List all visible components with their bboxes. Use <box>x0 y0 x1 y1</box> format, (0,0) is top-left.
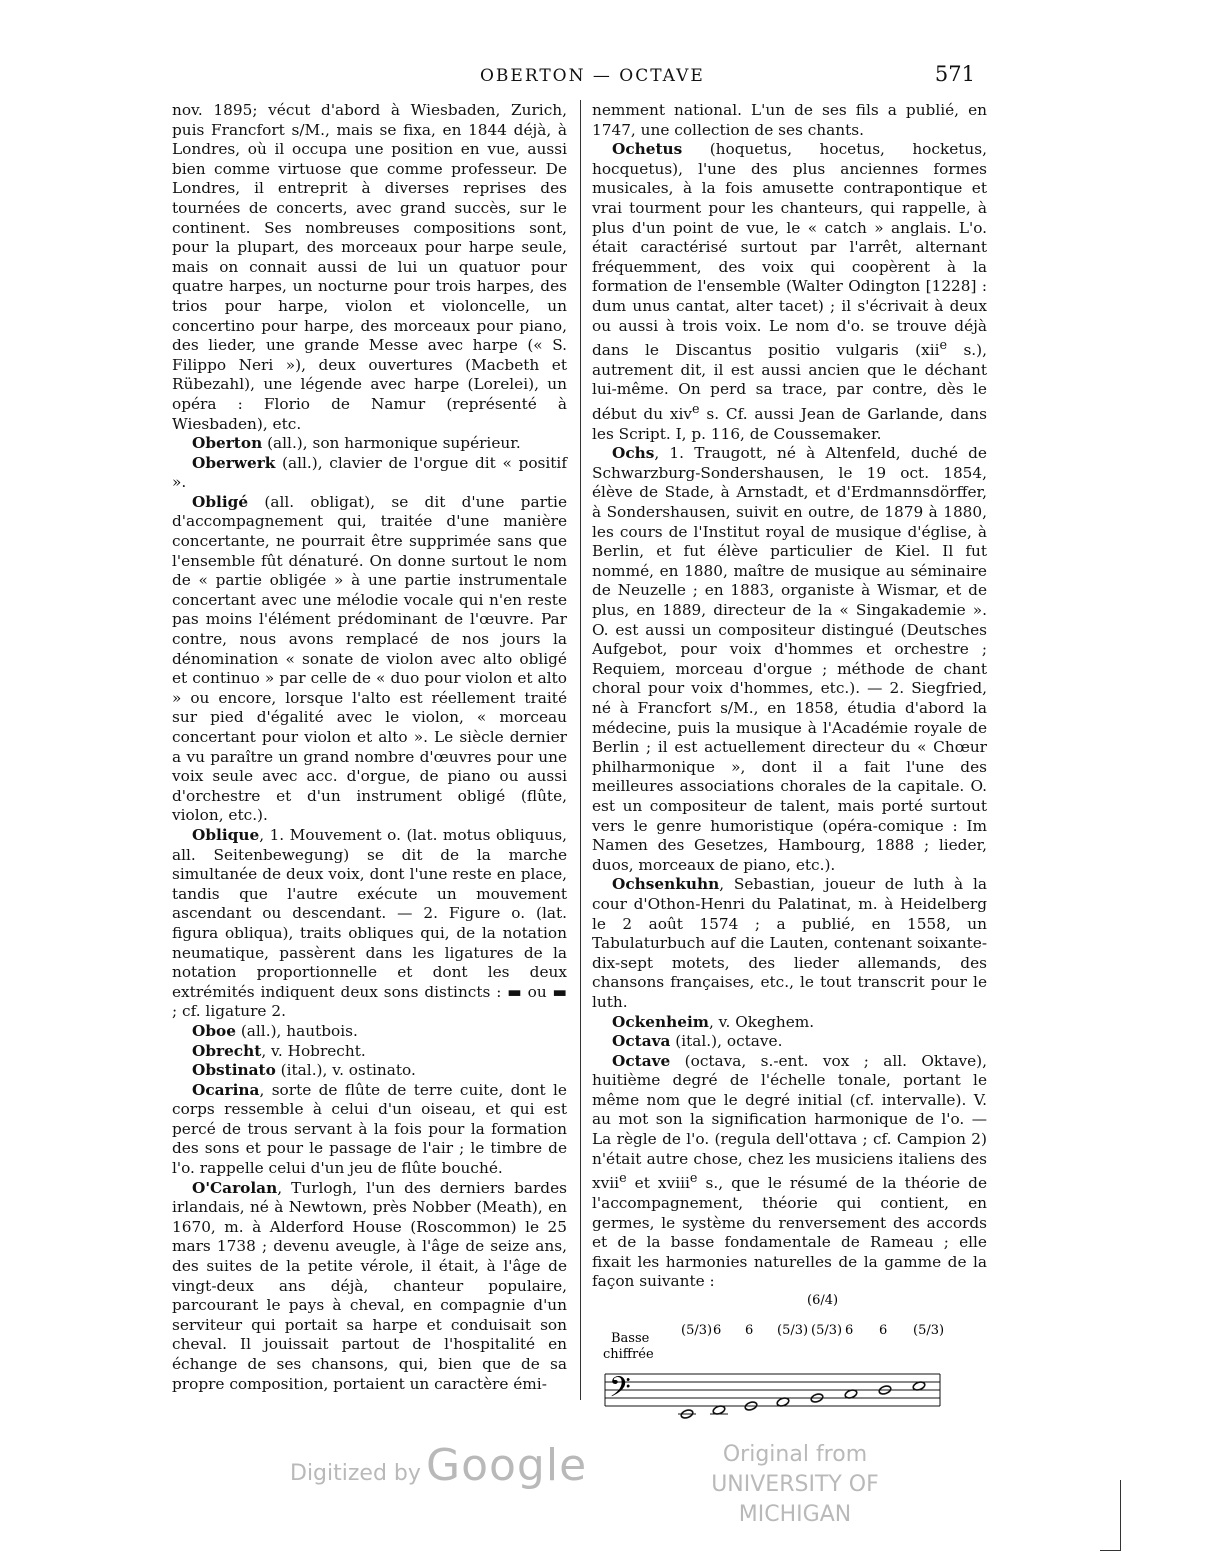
entry <box>592 875 987 1012</box>
university-text: UNIVERSITY OF MICHIGAN <box>711 1472 879 1527</box>
figure-3: 6 <box>745 1323 754 1338</box>
entry-text: , v. Okeghem. <box>708 1012 815 1031</box>
entry <box>172 1022 567 1042</box>
column-divider <box>580 100 581 1400</box>
figure-1: (5/3) <box>681 1323 713 1338</box>
entry <box>172 1061 567 1081</box>
digitized-by-google <box>290 1440 587 1491</box>
entry-headword: Oboe <box>192 1021 236 1040</box>
music-label-chiffree: chiffrée <box>603 1347 654 1362</box>
entry-text: (ital.), v. ostinato. <box>275 1061 416 1080</box>
scan-corner-mark <box>1100 1480 1121 1551</box>
entry <box>172 1042 567 1062</box>
entry <box>592 101 987 140</box>
figure-top: (6/4) <box>807 1293 839 1308</box>
entry-text: nemment national. L'un de ses fils a publié, en 1747, une collection de ses chants. <box>592 101 987 139</box>
figure-7: 6 <box>879 1323 888 1338</box>
entry-text: , 1. Mouvement o. (lat. motus obliquus, all. Seitenbewegung) se dit de la marche simultanée de deux voix, dont l'une reste en place, tandis que l'autre exécute un mouvement ascendant ou descendant. — 2. Figure o. (lat. figura obliqua), traits obliques qui, de la notation neumatique, passèrent dans les ligatures de la notation proportionnelle et dont les deux extrémités indiquent deux sons distincts : ▬ ou ▬ ; cf. ligature 2. <box>172 825 567 1021</box>
entry-text: (hoquetus, hocetus, hocketus, hocquetus), l'une des plus anciennes formes musicales, à la fois amusette contrapontique et vrai tourment pour les chanteurs, qui rappelle, à plus d'un point de vue, le « catch » anglais. L'o. était caractérisé surtout par l'arrêt, alternant fréquemment, des voix qui coopèrent à la formation de l'ensemble (Walter Odington [1228] : dum unus cantat, alter tacet) ; il s'écrivait à deux ou aussi à trois voix. Le nom d'o. se trouve déjà dans le Discantus positio vulgaris (xii$^e$ s.), autrement dit, il est aussi ancien que le déchant lui-même. On perd sa trace, par contre, dès le début du xiv$^e$ s. Cf. aussi Jean de Garlande, dans les Script. I, p. 116, de Coussemaker. <box>592 140 987 443</box>
digitized-by-text: Digitized by <box>290 1461 421 1486</box>
figures-row <box>681 1323 944 1338</box>
entry <box>592 140 987 444</box>
entry-text: (all.), son harmonique supérieur. <box>262 434 521 453</box>
entry <box>172 1081 567 1179</box>
entry-headword: Ochs <box>612 444 655 463</box>
figure-5: (5/3) <box>811 1323 843 1338</box>
entry-text: (all.), hautbois. <box>235 1021 358 1040</box>
left-column <box>172 101 567 1394</box>
entry <box>172 1179 567 1395</box>
entry <box>592 1052 987 1292</box>
notes <box>678 1381 926 1420</box>
entry-headword: Obligé <box>192 492 249 511</box>
entry-text: , 1. Traugott, né à Altenfeld, duché de Schwarzburg-Sondershausen, le 19 oct. 1854, élève de Stade, à Arnstadt, et d'Erdmannsdörffer, à Sondershausen, suivit en outre, de 1879 à 1880, les cours de l'Institut royal de musique d'église, à Berlin, et fut élève particulier de Kiel. Il fut nommé, en 1880, maître de musique au séminaire de Neuzelle ; en 1883, organiste à Wismar, et de plus, en 1889, directeur de la « Singakademie ». O. est aussi un compositeur distingué (Deutsches Aufgebot, pour voix d'hommes et orchestre ; Requiem, morceau d'orgue ; méthode de chant choral pour voix d'hommes, etc.). — 2. Siegfried, né à Francfort s/M., en 1858, étudia d'abord la médecine, puis la musique à l'Académie royale de Berlin ; il est actuellement directeur du « Chœur philharmonique », dont il a fait l'une des meilleures associations chorales de la capitale. O. est un compositeur de talent, mais porté surtout vers le genre humoristique (opéra-comique : Im Namen des Gesetzes, Hambourg, 1888 ; lieder, duos, morceaux de piano, etc.). <box>592 444 987 874</box>
entry <box>172 434 567 454</box>
entry <box>172 454 567 493</box>
running-title: OBERTON — OCTAVE <box>480 66 705 86</box>
entry-text: (ital.), octave. <box>670 1032 783 1051</box>
entry <box>592 1013 987 1033</box>
page-header <box>170 62 980 92</box>
entry-text: , v. Hobrecht. <box>261 1041 366 1060</box>
entry-headword: Obrecht <box>192 1041 262 1060</box>
figure-6: 6 <box>845 1323 854 1338</box>
figure-8: (5/3) <box>913 1323 945 1338</box>
entry-headword: Ochsenkuhn <box>612 875 720 894</box>
figured-bass-staff <box>595 1290 975 1430</box>
right-column <box>592 101 987 1292</box>
page-number: 571 <box>934 62 975 86</box>
original-from <box>665 1440 925 1530</box>
entry-text: , Turlogh, l'un des derniers bardes irlandais, né à Newtown, près Nobber (Meath), en 1670, m. à Alderford House (Roscommon) le 25 mars 1738 ; devenu aveugle, à l'âge de seize ans, des suites de la petite vérole, il était, à l'âge de vingt-deux ans déjà, chanteur populaire, parcourant le pays à cheval, en compagnie d'un serviteur qui portait sa harpe et conduisait son cheval. Il jouissait partout de l'hospitalité en échange de ses chansons, qui, bien que de sa propre composition, portaient un caractère émi- <box>172 1178 567 1393</box>
bass-clef-icon: 𝄢 <box>609 1371 631 1411</box>
entry-headword: Ocarina <box>192 1080 260 1099</box>
entry-headword: Obstinato <box>192 1061 276 1080</box>
entry-text: , Sebastian, joueur de luth à la cour d'Othon-Henri du Palatinat, m. à Heidelberg le 2 août 1574 ; a publié, en 1558, un Tabulaturbuch auf die Lauten, contenant soixante-dix-sept motets, des lieder allemands, des chansons françaises, etc., le tout transcrit pour le luth. <box>592 875 987 1011</box>
entry-headword: Octava <box>612 1032 671 1051</box>
entry-headword: Ockenheim <box>612 1012 709 1031</box>
entry-headword: Octave <box>612 1051 671 1070</box>
entry-text: , sorte de flûte de terre cuite, dont le corps ressemble à celui d'un oiseau, et qui est percé de trous servant à la fois pour la formation des sons et pour le passage de l'air ; le timbre de l'o. rappelle celui d'un jeu de flûte bouché. <box>172 1080 567 1178</box>
entry <box>172 493 567 826</box>
entry-text: (octava, s.-ent. vox ; all. Oktave), huitième degré de l'échelle tonale, portant le même nom que le degré initial (cf. intervalle). V. au mot son la signification harmonique de l'o. — La règle de l'o. (regula dell'ottava ; cf. Campion 2) n'était autre chose, chez les musiciens italiens des xvii$^e$ et xviii$^e$ s., que le résumé de la théorie de l'accompagnement, théorie qui contient, en germes, le système du renversement des accords et de la basse fondamentale de Rameau ; elle fixait les harmonies naturelles de la gamme de la façon suivante : <box>592 1051 987 1291</box>
music-label-basse: Basse <box>611 1331 650 1346</box>
entry <box>172 826 567 1022</box>
entry-headword: Oberwerk <box>192 453 276 472</box>
entry <box>592 1032 987 1052</box>
music-example <box>595 1290 975 1430</box>
entry <box>592 444 987 875</box>
figure-2: 6 <box>713 1323 722 1338</box>
staff-lines <box>605 1374 940 1406</box>
entry-headword: Oberton <box>192 434 263 453</box>
original-from-text: Original from <box>722 1442 868 1467</box>
entry-headword: Oblique <box>192 825 260 844</box>
entry-headword: O'Carolan <box>192 1178 278 1197</box>
entry-text: nov. 1895; vécut d'abord à Wiesbaden, Zurich, puis Francfort s/M., mais se fixa, en 1844 déjà, à Londres, où il occupa une position en vue, aussi bien comme virtuose que comme professeur. De Londres, il entreprit à diverses reprises des tournées de concerts, avec grand succès, sur le continent. Ses nombreuses compositions sont, pour la plupart, des morceaux pour harpe seule, mais on connait aussi de lui un quatuor pour quatre harpes, un nocturne pour trois harpes, des trios pour harpe, violon et violoncelle, un concertino pour harpe, des morceaux pour piano, des lieder, une grande Messe avec harpe (« S. Filippo Neri »), deux ouvertures (Macbeth et Rübezahl), une légende avec harpe (Lorelei), un opéra : Florio de Namur (représenté à Wiesbaden), etc. <box>172 101 567 433</box>
entry <box>172 101 567 434</box>
figure-4: (5/3) <box>777 1323 809 1338</box>
entry-text: (all.), clavier de l'orgue dit « positif ». <box>172 453 567 492</box>
google-logo: Google <box>426 1440 588 1491</box>
entry-text: (all. obligat), se dit d'une partie d'accompagnement qui, traitée d'une manière concertante, ne pourrait être supprimée sans que l'ensemble fût dénaturé. On donne surtout le nom de « partie obligée » à une partie instrumentale concertant avec une mélodie vocale qui n'en reste pas moins l'élément prédominant de l'œuvre. Par contre, nous avons remplacé de nos jours la dénomination « sonate de violon avec alto obligé et continuo » par celle de « duo pour violon et alto » ou encore, lorsque l'alto est réellement traité sur pied d'égalité avec le violon, « morceau concertant pour violon et alto ». Le siècle dernier a vu paraître un grand nombre d'œuvres pour une voix seule avec acc. d'orgue, de piano ou aussi d'orchestre et d'un instrument obligé (flûte, violon, etc.). <box>172 492 567 825</box>
entry-headword: Ochetus <box>612 140 683 159</box>
